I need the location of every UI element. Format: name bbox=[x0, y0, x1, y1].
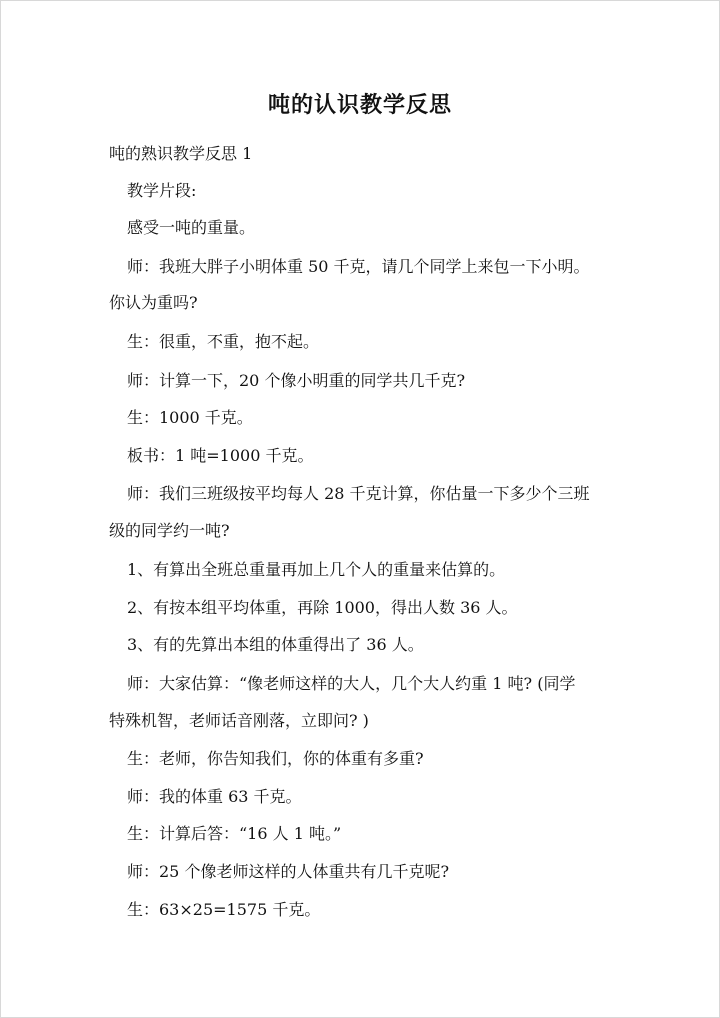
paragraph: 师：我们三班级按平均每人 28 千克计算，你估量一下多少个三班 bbox=[127, 484, 590, 503]
paragraph: 生：老师，你告知我们，你的体重有多重? bbox=[127, 749, 424, 768]
paragraph: 师：我的体重 63 千克。 bbox=[127, 787, 302, 806]
paragraph: 感受一吨的重量。 bbox=[127, 218, 256, 237]
paragraph: 2、有按本组平均体重，再除 1000，得出人数 36 人。 bbox=[127, 598, 518, 617]
paragraph: 师：25 个像老师这样的人体重共有几千克呢? bbox=[127, 862, 450, 881]
paragraph-continuation: 你认为重吗? bbox=[109, 293, 198, 312]
paragraph: 生：很重，不重，抱不起。 bbox=[127, 332, 320, 351]
paragraph: 生：1000 千克。 bbox=[127, 408, 253, 427]
paragraph: 1、有算出全班总重量再加上几个人的重量来估算的。 bbox=[127, 560, 506, 579]
paragraph: 生：计算后答：“16 人 1 吨。” bbox=[127, 824, 342, 843]
paragraph-section-heading: 吨的熟识教学反思 1 bbox=[109, 144, 253, 163]
paragraph: 板书：1 吨=1000 千克。 bbox=[127, 446, 314, 465]
document-title: 吨的认识教学反思 bbox=[267, 92, 452, 118]
paragraph: 生：63×25=1575 千克。 bbox=[127, 900, 321, 919]
paragraph: 师：大家估算：“像老师这样的大人，几个大人约重 1 吨? (同学 bbox=[127, 674, 576, 693]
paragraph: 师：计算一下，20 个像小明重的同学共几千克? bbox=[127, 371, 466, 390]
paragraph-continuation: 级的同学约一吨? bbox=[109, 521, 230, 540]
paragraph: 教学片段: bbox=[127, 181, 197, 200]
paragraph-continuation: 特殊机智，老师话音刚落，立即问? ) bbox=[109, 711, 369, 730]
paragraph: 师：我班大胖子小明体重 50 千克，请几个同学上来包一下小明。 bbox=[127, 257, 590, 276]
paragraph: 3、有的先算出本组的体重得出了 36 人。 bbox=[127, 635, 424, 654]
